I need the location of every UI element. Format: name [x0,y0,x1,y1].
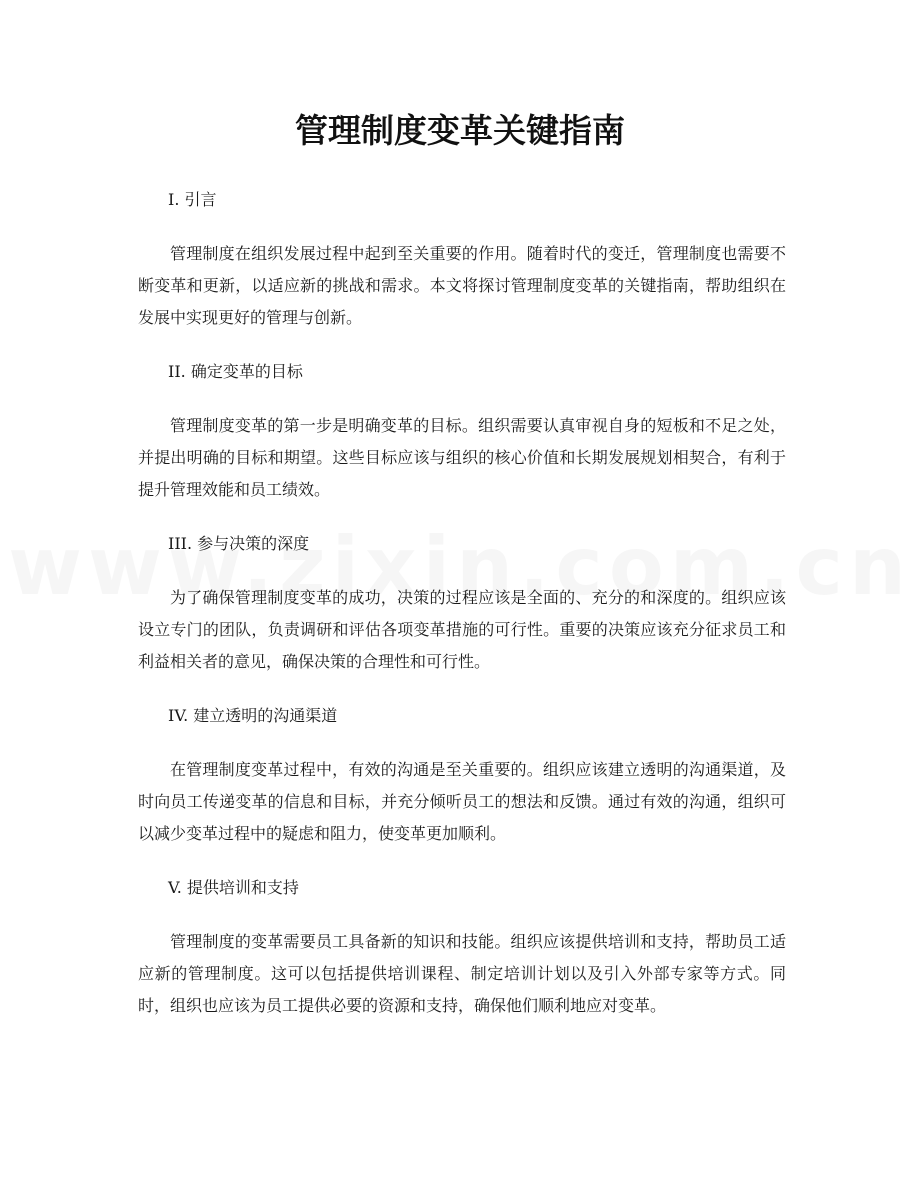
section-heading: IV. 建立透明的沟通渠道 [168,706,338,725]
document-body [138,184,786,1022]
section-heading: III. 参与决策的深度 [168,534,310,553]
section-introduction [138,184,786,356]
section-paragraph: 管理制度变革的第一步是明确变革的目标。组织需要认真审视自身的短板和不足之处，并提出明确的目标和期望。这些目标应该与组织的核心价值和长期发展规划相契合，有利于提升管理效能和员工绩效。 [138,416,786,499]
section-paragraph: 管理制度在组织发展过程中起到至关重要的作用。随着时代的变迁，管理制度也需要不断变革和更新，以适应新的挑战和需求。本文将探讨管理制度变革的关键指南，帮助组织在发展中实现更好的管理与创新。 [138,244,786,327]
section-heading: I. 引言 [168,190,217,209]
section-paragraph: 在管理制度变革过程中，有效的沟通是至关重要的。组织应该建立透明的沟通渠道，及时向员工传递变革的信息和目标，并充分倾听员工的想法和反馈。通过有效的沟通，组织可以减少变革过程中的疑虑和阻力，使变革更加顺利。 [138,760,786,843]
section-heading: II. 确定变革的目标 [168,362,303,381]
section-paragraph: 管理制度的变革需要员工具备新的知识和技能。组织应该提供培训和支持，帮助员工适应新的管理制度。这可以包括提供培训课程、制定培训计划以及引入外部专家等方式。同时，组织也应该为员工提供必要的资源和支持，确保他们顺利地应对变革。 [138,932,786,1015]
section-paragraph: 为了确保管理制度变革的成功，决策的过程应该是全面的、充分的和深度的。组织应该设立专门的团队，负责调研和评估各项变革措施的可行性。重要的决策应该充分征求员工和利益相关者的意见，确保决策的合理性和可行性。 [138,588,786,671]
section-heading: V. 提供培训和支持 [168,878,299,897]
section-communication [138,700,786,872]
section-training-support [138,872,786,1022]
section-define-goals [138,356,786,528]
section-decision-depth [138,528,786,700]
page-title: 管理制度变革关键指南 [295,111,625,150]
